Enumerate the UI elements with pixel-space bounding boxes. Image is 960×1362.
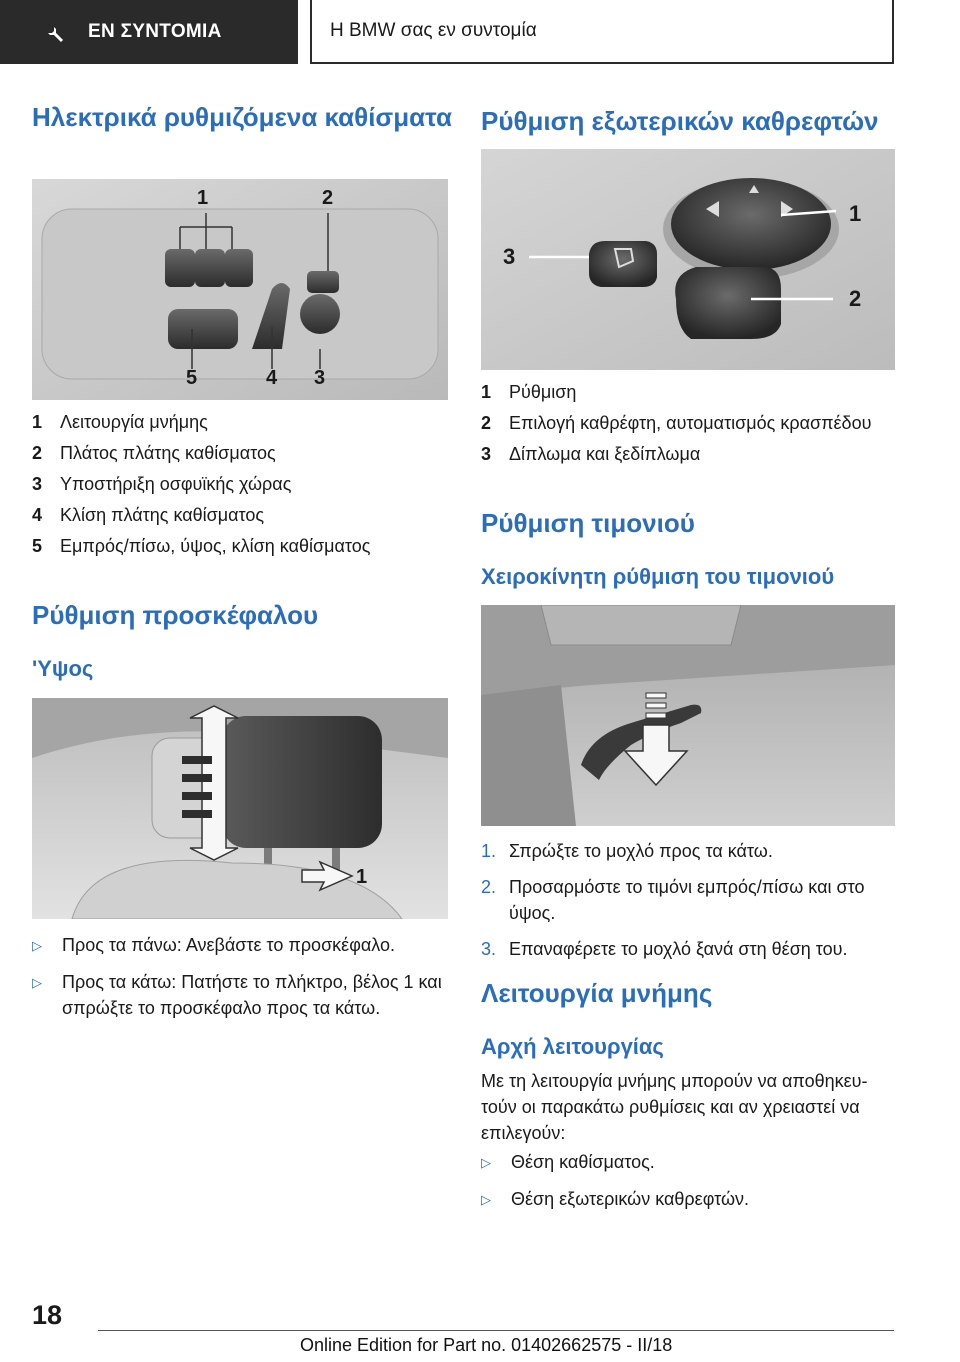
list-item: 2 Πλάτος πλάτης καθίσματος bbox=[32, 443, 276, 463]
list-item: 3 Υποστήριξη οσφυϊκής χώρας bbox=[32, 474, 292, 494]
footer-edition: Online Edition for Part no. 01402662575 - II/18 bbox=[300, 1335, 673, 1355]
triangle-bullet-icon: ▷ bbox=[481, 1155, 491, 1170]
steering-subheading: Χειροκίνητη ρύθμιση του τιμονιού bbox=[481, 564, 835, 589]
triangle-bullet-icon: ▷ bbox=[32, 975, 42, 990]
list-item: ▷ Θέση εξωτερικών καθρεφτών. bbox=[481, 1186, 895, 1213]
figure-label: 3 bbox=[314, 367, 326, 389]
triangle-bullet-icon: ▷ bbox=[481, 1192, 491, 1207]
header-tab-label: ΕΝ ΣΥΝΤΟΜΙΑ bbox=[88, 21, 222, 42]
figure-label: 1 bbox=[197, 187, 209, 209]
figure-label: 5 bbox=[186, 367, 198, 389]
mirror-legend-list bbox=[481, 382, 895, 475]
memory-paragraph: Με τη λειτουργία μνήμης μπορούν να αποθηκευ-τούν οι παρακάτω ρυθμίσεις και αν χρειαστεί να επιλεγούν: bbox=[481, 1071, 868, 1143]
list-item: 1 Ρύθμιση bbox=[481, 382, 577, 402]
figure-label: 1 bbox=[356, 866, 368, 888]
list-item: ▷ Προς τα κάτω: Πατήστε το πλήκτρο, βέλος 1 και σπρώξτε το προσκέφαλο προς τα κάτω. bbox=[32, 969, 448, 1021]
list-item: 2 Επιλογή καθρέφτη, αυτοματισμός κρασπέδου bbox=[481, 413, 872, 433]
page-number: 18 bbox=[32, 1300, 63, 1330]
headrest-bullets bbox=[32, 932, 448, 1031]
figure-label: 1 bbox=[849, 201, 862, 226]
headrest-subheading: 'Υψος bbox=[32, 656, 94, 681]
steering-steps bbox=[481, 838, 895, 972]
quick-reference-arrow-icon bbox=[42, 19, 68, 45]
list-item: 3 Δίπλωμα και ξεδίπλωμα bbox=[481, 444, 701, 464]
list-item: 1. Σπρώξτε το μοχλό προς τα κάτω. bbox=[481, 841, 773, 861]
steering-heading: Ρύθμιση τιμονιού bbox=[481, 508, 695, 538]
figure-label: 2 bbox=[322, 187, 334, 209]
memory-bullets bbox=[481, 1149, 895, 1223]
list-item: 2. Προσαρμόστε το τιμόνι εμπρός/πίσω και στο ύψος. bbox=[481, 877, 865, 923]
mirror-controls-figure bbox=[481, 149, 895, 370]
figure-label: 2 bbox=[849, 286, 862, 311]
list-item: 1 Λειτουργία μνήμης bbox=[32, 412, 208, 432]
header-title: Η BMW σας εν συντομία bbox=[310, 0, 894, 64]
footer-divider bbox=[98, 1330, 894, 1331]
list-item: 3. Επαναφέρετε το μοχλό ξανά στη θέση του. bbox=[481, 939, 848, 959]
headrest-heading: Ρύθμιση προσκέφαλου bbox=[32, 600, 319, 630]
headrest-figure bbox=[32, 698, 448, 919]
mirrors-heading: Ρύθμιση εξωτερικών καθρεφτών bbox=[481, 106, 879, 136]
seat-controls-figure bbox=[32, 179, 448, 400]
list-item: 4 Κλίση πλάτης καθίσματος bbox=[32, 505, 265, 525]
figure-label: 4 bbox=[266, 367, 278, 389]
steering-lever-figure bbox=[481, 605, 895, 826]
list-item: 5 Εμπρός/πίσω, ύψος, κλίση καθίσματος bbox=[32, 536, 371, 556]
triangle-bullet-icon: ▷ bbox=[32, 938, 42, 953]
list-item: ▷ Θέση καθίσματος. bbox=[481, 1149, 895, 1176]
seat-legend-list bbox=[32, 412, 448, 567]
figure-label: 3 bbox=[503, 244, 516, 269]
header-tab[interactable] bbox=[0, 0, 298, 64]
seats-heading: Ηλεκτρικά ρυθμιζόμενα καθίσματα bbox=[32, 102, 452, 132]
memory-heading: Λειτουργία μνήμης bbox=[481, 978, 713, 1008]
list-item: ▷ Προς τα πάνω: Ανεβάστε το προσκέφαλο. bbox=[32, 932, 448, 959]
memory-subheading: Αρχή λειτουργίας bbox=[481, 1034, 664, 1059]
